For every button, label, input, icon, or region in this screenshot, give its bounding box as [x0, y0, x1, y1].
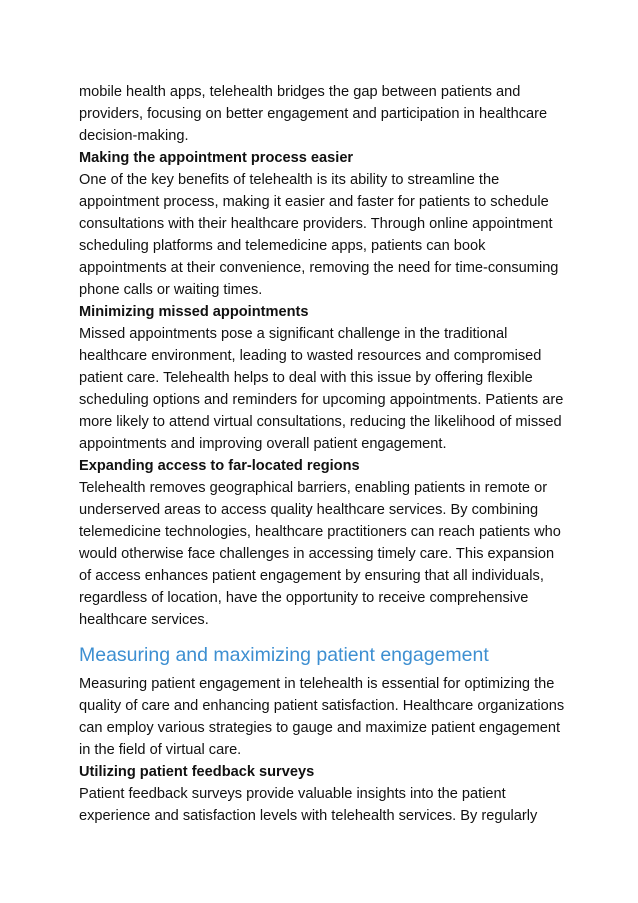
measuring-engagement-paragraph [79, 673, 578, 761]
text-line: quality of care and enhancing patient satisfaction. Healthcare organizations [79, 698, 565, 714]
text-line: Telehealth removes geographical barriers, enabling patients in remote or [79, 480, 548, 496]
text-line: healthcare environment, leading to wasted resources and compromised [79, 348, 542, 364]
text-line: patient care. Telehealth helps to deal with this issue by offering flexible [79, 370, 533, 386]
text-line: experience and satisfaction levels with telehealth services. By regularly [79, 808, 538, 824]
text-line: telemedicine technologies, healthcare practitioners can reach patients who [79, 524, 561, 540]
section-heading-measuring-engagement: Measuring and maximizing patient engagement [79, 644, 489, 666]
text-line: can employ various strategies to gauge and maximize patient engagement [79, 720, 561, 736]
text-line: appointment process, making it easier and faster for patients to schedule [79, 194, 549, 210]
text-line: in the field of virtual care. [79, 742, 242, 758]
text-line: would otherwise face challenges in accessing timely care. This expansion [79, 546, 555, 562]
text-line: One of the key benefits of telehealth is its ability to streamline the [79, 172, 500, 188]
subheading-appointment-process: Making the appointment process easier [79, 150, 354, 166]
text-line: appointments and improving overall patient engagement. [79, 436, 447, 452]
text-line: providers, focusing on better engagement and participation in healthcare [79, 106, 548, 122]
missed-appointments-paragraph [79, 323, 578, 455]
text-line: of access enhances patient engagement by ensuring that all individuals, [79, 568, 544, 584]
intro-paragraph [79, 81, 578, 147]
text-line: mobile health apps, telehealth bridges the gap between patients and [79, 84, 521, 100]
text-line: scheduling platforms and telemedicine apps, patients can book [79, 238, 486, 254]
text-line: Patient feedback surveys provide valuable insights into the patient [79, 786, 506, 802]
text-line: Measuring patient engagement in telehealth is essential for optimizing the [79, 676, 555, 692]
text-line: healthcare services. [79, 612, 209, 628]
text-line: more likely to attend virtual consultations, reducing the likelihood of missed [79, 414, 562, 430]
subheading-far-located-regions: Expanding access to far-located regions [79, 458, 360, 474]
far-located-regions-paragraph [79, 477, 578, 631]
text-line: phone calls or waiting times. [79, 282, 263, 298]
subheading-missed-appointments: Minimizing missed appointments [79, 304, 309, 320]
text-line: consultations with their healthcare providers. Through online appointment [79, 216, 553, 232]
text-line: decision-making. [79, 128, 189, 144]
feedback-surveys-paragraph [79, 783, 578, 827]
text-line: regardless of location, have the opportunity to receive comprehensive [79, 590, 529, 606]
text-line: scheduling options and reminders for upcoming appointments. Patients are [79, 392, 564, 408]
appointment-process-paragraph [79, 169, 578, 301]
text-line: Missed appointments pose a significant challenge in the traditional [79, 326, 508, 342]
subheading-feedback-surveys: Utilizing patient feedback surveys [79, 764, 315, 780]
text-line: underserved areas to access quality healthcare services. By combining [79, 502, 539, 518]
text-line: appointments at their convenience, removing the need for time-consuming [79, 260, 559, 276]
